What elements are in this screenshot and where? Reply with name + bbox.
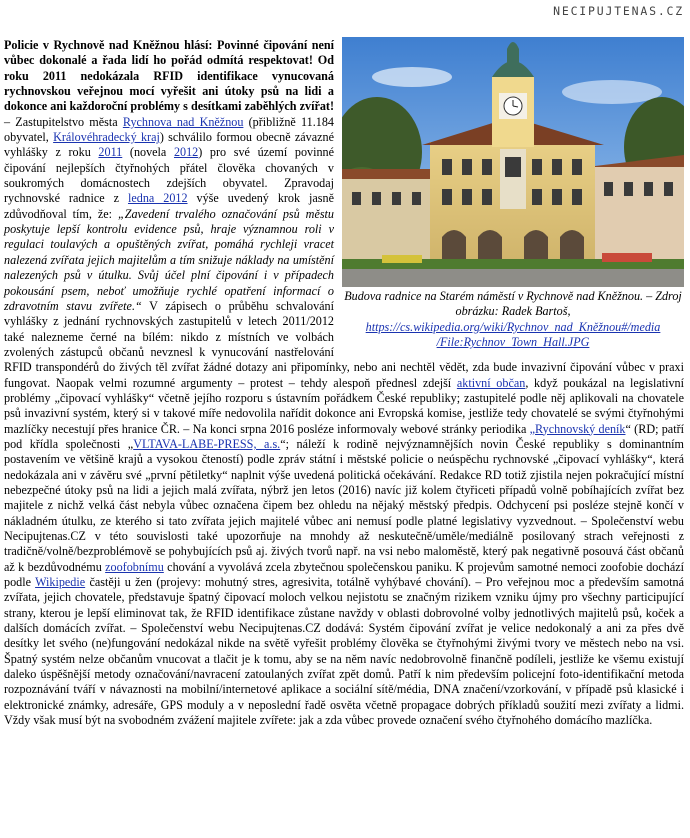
photo-caption — [342, 289, 684, 350]
link-kraj[interactable]: Královéhradecký kraj — [53, 130, 160, 145]
quote: „Zavedení trvalého označování psů městu poskytuje lepší kontrolu evidence psů, hraje významnou roli v regulaci toulavých a opuštěných zvířat, pomáhá rychleji vracet nalezená zvířata jejich majitelům a tím snižuje náklady na umístění nalezených psů v útulku. Svůj účel plní čipování i v případech pokousání psem, neboť umožňuje rychlé opatření informací o zdravotním stavu zvířete.“ — [4, 206, 334, 313]
text-segment: ) pro své území povinné čipování nejlepších čtyřnohých přátel člověka chovaných v soukromých domácnostech zdejších obyvatel. Zpravodaj rychnovské radnice z — [4, 145, 335, 206]
article-body — [4, 38, 684, 728]
text-segment: chování a vyvolává zcela zbytečnou společenskou paniku. K projevům samotné nemoci zoofobie dochází podle — [4, 559, 684, 590]
town-hall-photo — [342, 37, 684, 287]
text-segment: “ (RD; patří pod křídla společnosti „ — [4, 421, 684, 451]
text-segment: – Zastupitelstvo města — [4, 114, 123, 129]
link-aktivni-obcan[interactable]: aktivní občan — [456, 375, 526, 390]
link-rychnov[interactable]: Rychnova nad Kněžnou — [122, 114, 244, 129]
figure — [342, 37, 684, 350]
caption-source-link[interactable] — [366, 320, 661, 349]
text-segment: častěji u žen (projevy: mohutný stres, agresivita, totálně vyhýbavé chování). – Pro veřejnou moc a především samotná zvířata, jejich chovatele, představuje špatný čipovací moloch velkou nejistotu se značným rizikem vzniku újmy pro všechny participující strany, kterou je lepší eliminovat tak, že RFID identifikace zůstane navždy v oblasti dobrovolné volby jednotlivých majitelů psů, koček a dalších domácích zvířat. – Společenství webu Necipujtenas.CZ dodává: Systém čipování zvířat je velice nedokonalý a ani za přes dvě desítky let svého (ne)fungování nedokázal nikde na světě vyřešit problémy člověka se čtyřnohými živými tvory ve městech nebo na vsi. Špatný systém nelze občanům vnucovat a tlačit je k tomu, aby se na něm navíc nedobrovolně finančně podíleli, jestliže ke všemu existují daleko úspěšnější metody označování/navracení zatoulaných zvířat zpět domů. Patří k nim především policejní foto-identifikační metoda rozpoznávání tváří v návaznosti na mobilní/internetové aplikace a sociální sítě/média, DNA značení/vzorkování, v případě psů klasické i elektronické známky, adresáře, GPS moduly a v neposlední řadě osvěta včetně propagace dobrých příkladů soužití mezi zvířaty a lidmi. Vždy však musí být na svobodném zvážení majitele zvířete: jak a zda vůbec provede označení svého čtyřnohého domácího mazlíčka. — [4, 575, 684, 728]
link-zoofobni[interactable]: zoofobnímu — [105, 559, 164, 574]
lead-paragraph: Policie v Rychnově nad Kněžnou hlásí: Povinné čipování není vůbec dokonalé a řada lidí ho pořád odmítá respektovat! Od roku 2011 nedokázala RFID identifikace vynucovaná rychnovskou veřejnou mocí vyřešit ani útoky psů na lidi a dokonce ani každoroční problémy s desítkami zaběhlých zvířat! — [4, 38, 334, 114]
text-segment: , když poukázal na legislativní problémy „čipovací vyhlášky“ včetně jejího rozporu s ústavním pořádkem České republiky; zastupitelé podle něj aplikovali na chovatele psů invazivní systém, který si v takové míře nedovolila nařídit dokonce ani Evropská komise, jestliže tedy chovatelé se svými čtyřnohými mazlíčky necestují přes hranice ČR. – Na konci srpna 2016 posléze informovaly webové stránky periodika — [4, 375, 684, 436]
link-2012[interactable]: 2012 — [173, 145, 199, 160]
text-segment: ) schválilo formou obecně závazné vyhlášky z roku — [4, 130, 334, 160]
site-masthead: NECIPUJTENAS.CZ — [553, 4, 684, 18]
text-segment: výše uvedený krok jasně zdůvodňoval tím, že: — [4, 191, 334, 221]
caption-link-line2: /File:Rychnov_Town_Hall.JPG — [436, 335, 590, 350]
link-rychnovsky-denik[interactable]: „Rychnovský deník — [529, 421, 626, 436]
caption-text: Budova radnice na Starém náměstí v Rychnově nad Kněžnou. – Zdroj obrázku: Radek Bartoš, — [344, 289, 682, 319]
link-vltava-labe-press[interactable]: VLTAVA-LABE-PRESS, a.s. — [133, 436, 281, 451]
link-ledna-2012[interactable]: ledna 2012 — [127, 191, 188, 206]
text-segment: “; náleží k rodině nejvýznamnějších novin České republiky s dominantním postavením ve většině krajů a vysokou čteností) podle zpráv státní i městské policie o neúspěchu rychnovské „čipovací vyhlášky“, která nedokázala ani v závěru své „první pětiletky“ naplnit výše uvedená politická očekávání. Redakce RD totiž zjistila nejen pokračující místní nebezpečné útoky psů na lidi a jejich malá zvířata, nýbrž jen letos (2016) navíc již kolem čtyřiceti případů volně pobíhajících zvířat bez majitele z nichž velká část nebyla vůbec označena čipem bez ohledu na nějaký městský předpis. Odchycení psi posléze stejně končí v nákladném útulku, ze kterého si tato zvířata jejich majitelé vůbec ani nemusí podle platné legislativy vyzvednout. – Společenství webu Necipujtenas.CZ v této souvislosti také upozorňuje na mnohdy až neskutečně/uměle/mediálně posilovaný strach veřejnosti z tradičně/volně/bezproblémově se pohybujících psů aj. živých tvorů např. na vsi nebo maloměstě, který pak negativně posouvá část občanů až k bezdůvodnému — [4, 436, 684, 574]
text-segment: (novela — [122, 145, 174, 160]
caption-link-line1: https://cs.wikipedia.org/wiki/Rychnov_nad_Kněžnou#/media — [365, 319, 661, 334]
text-segment: V zápisech o průběhu schvalování vyhlášky z jednání rychnovských zastupitelů v letech 2011/2012 také nalezneme černé na bílém: nikdo z místních ve volbách zvolených zástupců občanů nevznesl k vynucování nastřelování RFID transpondérů do živých těl zvířat žádné dotazy ani připomínky, nebo ani nechtěl vědět, zda bude invazivní čipování vůbec v praxi fungovat. Naopak velmi rozumné argumenty – protest – tehdy alespoň přednesl zdejší — [4, 298, 684, 390]
text-segment: (přibližně 11.184 obyvatel, — [4, 114, 334, 145]
link-2011[interactable]: 2011 — [98, 145, 123, 160]
link-wikipedie[interactable]: Wikipedie — [35, 575, 86, 590]
